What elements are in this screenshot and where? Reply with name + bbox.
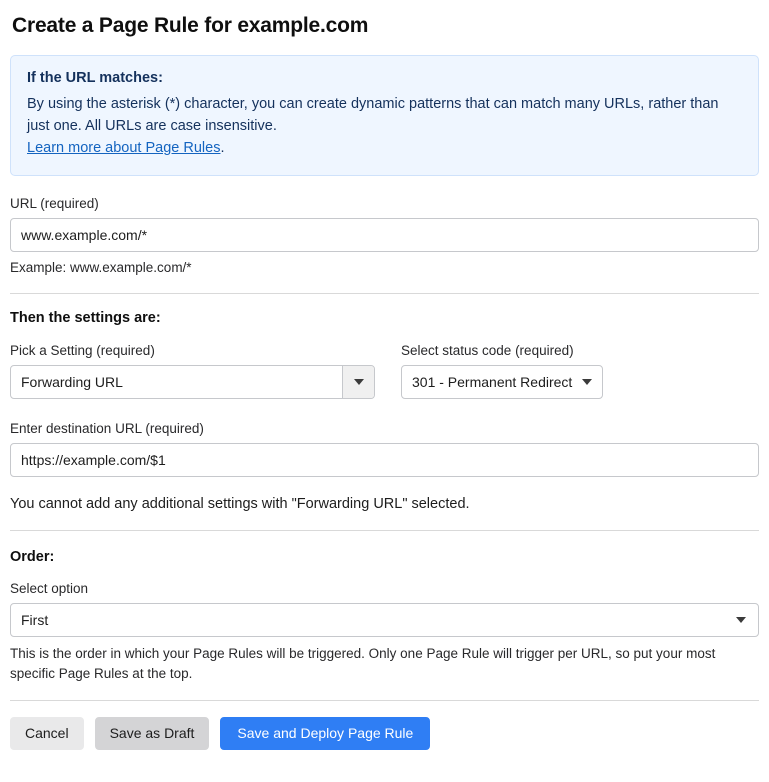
status-code-block [401,343,741,399]
url-input[interactable] [10,218,759,252]
pick-setting-dropdown-button[interactable] [342,366,374,398]
url-label: URL (required) [10,196,99,212]
pick-setting-block [10,343,375,399]
url-match-callout [10,55,759,176]
order-heading-block [10,549,759,565]
status-code-value: 301 - Permanent Redirect [412,374,573,391]
pick-setting-label: Pick a Setting (required) [10,343,155,359]
status-code-select[interactable] [401,365,603,399]
url-helper: Example: www.example.com/* [10,260,192,276]
destination-input[interactable] [10,443,759,477]
divider-order [10,530,759,531]
callout-link-suffix: . [220,140,225,157]
pick-setting-select[interactable] [10,365,375,399]
order-field-block [10,581,759,685]
order-label: Select option [10,581,89,597]
callout-text: By using the asterisk (*) character, you can create dynamic patterns that can match many URLs, rather than just one. All URLs are case insensitive. [27,96,719,135]
order-select[interactable] [10,603,759,637]
chevron-down-icon [354,379,364,385]
destination-label: Enter destination URL (required) [10,421,204,437]
chevron-down-icon [736,617,746,623]
order-caret-wrap [736,604,746,636]
destination-block [10,421,759,477]
order-value: First [21,612,49,629]
save-deploy-button[interactable]: Save and Deploy Page Rule [220,717,430,750]
form-footer [10,700,759,750]
settings-row [10,343,759,399]
save-draft-button[interactable]: Save as Draft [95,717,210,750]
pick-setting-value: Forwarding URL [21,374,123,391]
status-code-label: Select status code (required) [401,343,574,359]
order-helper: This is the order in which your Page Rules will be triggered. Only one Page Rule will trigger per URL, so put your most specific Page Rules at the top. [10,646,716,682]
url-field-block [10,196,759,275]
chevron-down-icon [582,379,592,385]
divider-settings [10,293,759,294]
cancel-button[interactable]: Cancel [10,717,84,750]
settings-heading: Then the settings are: [10,310,161,327]
page-title: Create a Page Rule for example.com [12,14,369,37]
callout-body [27,93,742,159]
order-heading: Order: [10,549,55,566]
settings-note: You cannot add any additional settings with "Forwarding URL" selected. [10,496,470,513]
learn-more-link[interactable]: Learn more about Page Rules [27,140,221,157]
callout-title: If the URL matches: [27,70,163,86]
